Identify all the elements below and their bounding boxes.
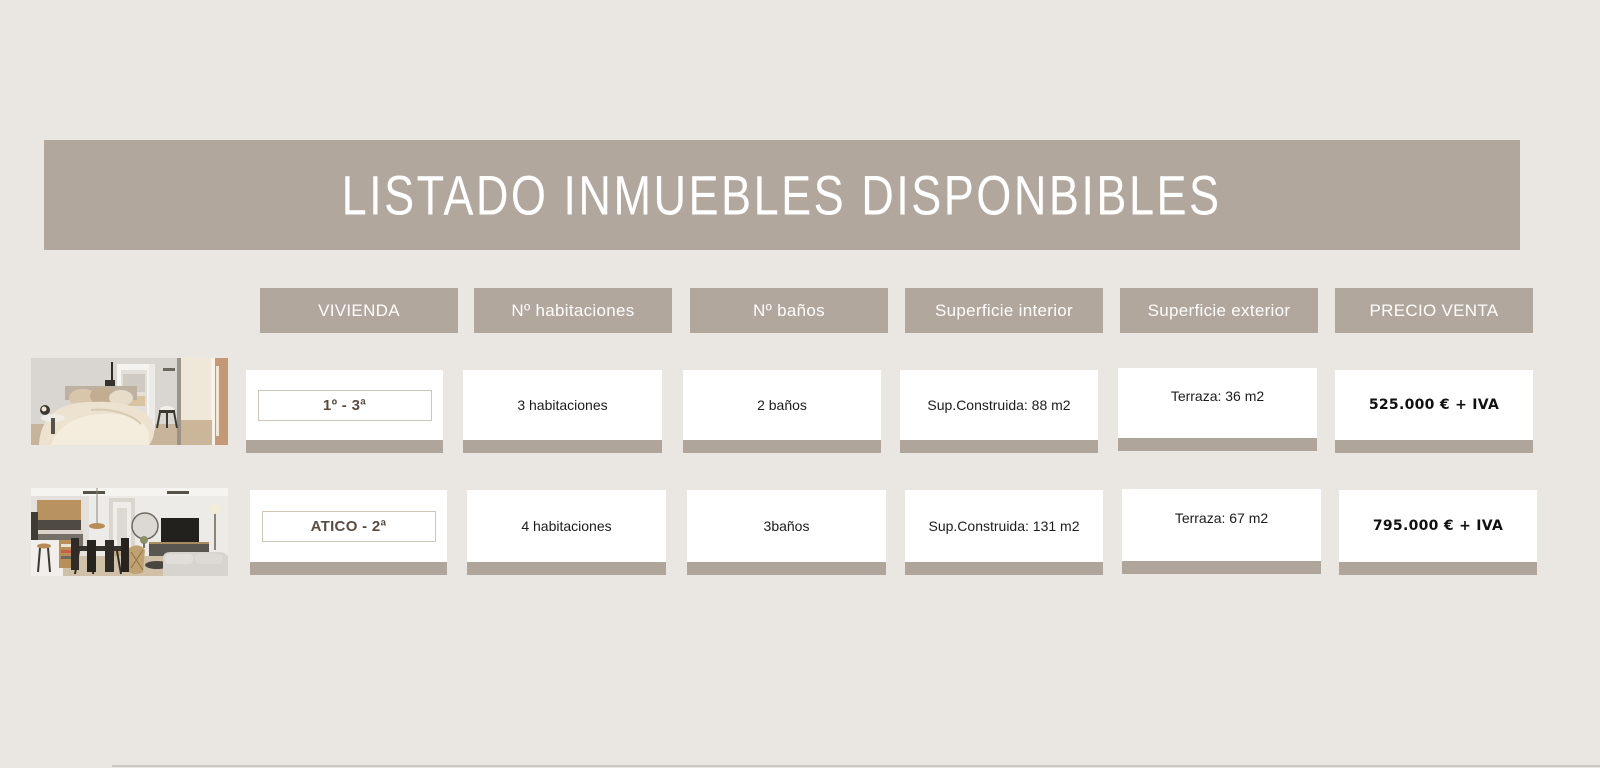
- column-header-habitaciones: Nº habitaciones: [474, 288, 672, 333]
- column-header-superficie-exterior: Superficie exterior: [1120, 288, 1318, 333]
- cell-superficie-interior-row1: Sup.Construida: 88 m2: [900, 370, 1098, 440]
- cell-vivienda-row1: [246, 370, 443, 440]
- living-room-photo: [31, 488, 228, 576]
- column-header-vivienda: VIVIENDA: [260, 288, 458, 333]
- cell-habitaciones-row1: 3 habitaciones: [463, 370, 662, 440]
- cell-superficie-interior-row2: Sup.Construida: 131 m2: [905, 490, 1103, 562]
- cell-banos-row2: 3baños: [687, 490, 886, 562]
- cell-banos-row1: 2 baños: [683, 370, 881, 440]
- property-photo-row1: [31, 358, 228, 445]
- column-header-superficie-interior: Superficie interior: [905, 288, 1103, 333]
- vivienda-badge-row2: ATICO - 2ª: [262, 511, 436, 542]
- cell-superficie-exterior-row2: Terraza: 67 m2: [1122, 489, 1321, 561]
- column-header-precio-venta: PRECIO VENTA: [1335, 288, 1533, 333]
- cell-superficie-exterior-row1: Terraza: 36 m2: [1118, 368, 1317, 438]
- page-edge-line: [112, 765, 1600, 767]
- bedroom-photo: [31, 358, 228, 445]
- vivienda-badge-row1: 1º - 3ª: [258, 390, 432, 421]
- cell-precio-row1: 525.000 € + IVA: [1335, 370, 1533, 440]
- property-photo-row2: [31, 488, 228, 576]
- page-title: LISTADO INMUEBLES DISPONBIBLES: [342, 163, 1222, 227]
- column-header-banos: Nº baños: [690, 288, 888, 333]
- cell-vivienda-row2: [250, 490, 447, 562]
- cell-precio-row2: 795.000 € + IVA: [1339, 490, 1537, 562]
- title-banner: [44, 140, 1520, 250]
- cell-habitaciones-row2: 4 habitaciones: [467, 490, 666, 562]
